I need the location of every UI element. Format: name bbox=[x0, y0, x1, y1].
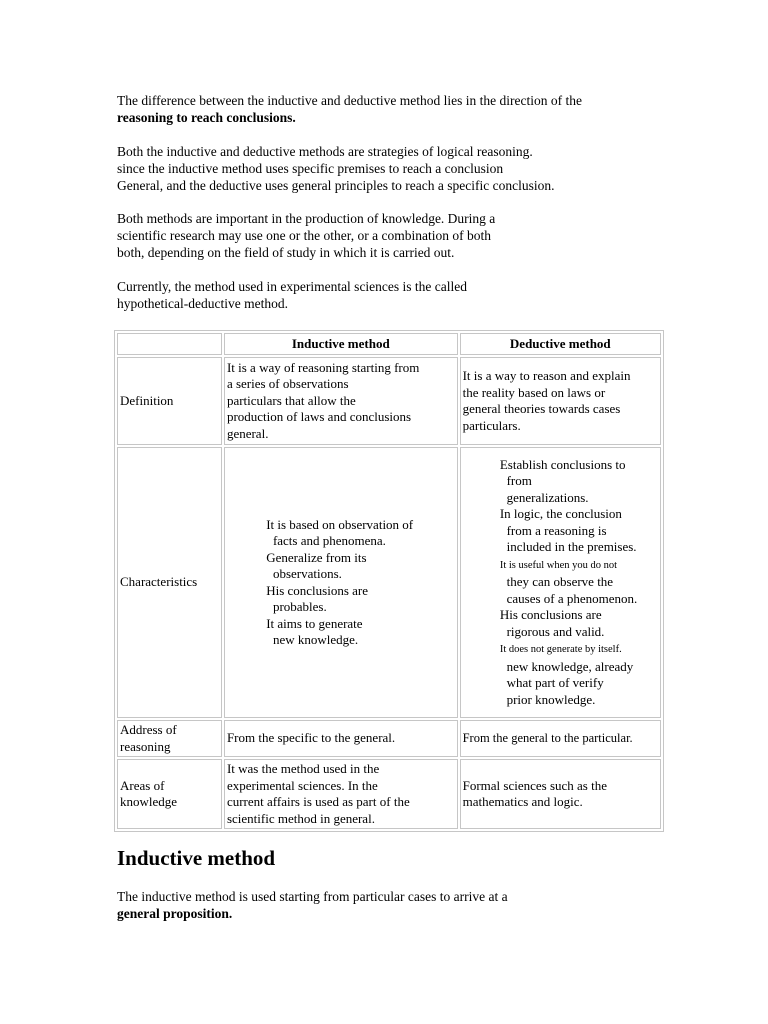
list-item bbox=[253, 517, 455, 550]
cell-areas-deductive bbox=[460, 759, 661, 829]
list-item bbox=[487, 640, 658, 708]
item-text-continued: observations. bbox=[272, 566, 342, 581]
cell-text: From the specific to the general. bbox=[226, 730, 396, 746]
intro-paragraph-4 bbox=[117, 278, 467, 312]
cell-text: From the general to the particular. bbox=[462, 731, 633, 746]
list-item bbox=[487, 607, 658, 640]
cell-line: It is a way of reasoning starting from bbox=[226, 359, 420, 375]
row-label-text: Characteristics bbox=[120, 574, 198, 590]
bold-text-line: general proposition. bbox=[117, 906, 233, 921]
item-text-continued: from bbox=[506, 473, 532, 489]
cell-line: experimental sciences. In the bbox=[226, 777, 378, 793]
deductive-characteristics-list bbox=[487, 457, 658, 709]
item-text: In logic, the conclusion bbox=[499, 506, 622, 522]
text-line: since the inductive method uses specific premises to reach a conclusion bbox=[117, 161, 504, 176]
list-item bbox=[487, 506, 658, 556]
item-text-continued: causes of a phenomenon. bbox=[506, 590, 638, 606]
cell-address-inductive bbox=[224, 720, 458, 757]
table-row-characteristics bbox=[117, 447, 661, 718]
comparison-table bbox=[114, 330, 664, 832]
row-label-text: reasoning bbox=[120, 738, 171, 754]
table-row-address bbox=[117, 720, 661, 757]
intro-paragraph-1 bbox=[117, 92, 582, 126]
row-label-definition bbox=[117, 357, 222, 445]
section-paragraph bbox=[117, 888, 508, 922]
item-text: Establish conclusions to bbox=[499, 456, 626, 472]
cell-line: general. bbox=[226, 425, 269, 441]
list-item bbox=[253, 616, 455, 649]
header-cell-deductive: Deductive method bbox=[460, 333, 661, 355]
text-line: both, depending on the field of study in which it is carried out. bbox=[117, 245, 455, 260]
text-line: Both the inductive and deductive methods are strategies of logical reasoning. bbox=[117, 144, 533, 159]
cell-line: It is a way to reason and explain bbox=[462, 368, 631, 383]
cell-line: scientific method in general. bbox=[226, 810, 375, 826]
row-label-text: Definition bbox=[120, 392, 174, 408]
header-cell-empty bbox=[117, 333, 222, 355]
cell-line: particulars. bbox=[462, 417, 521, 433]
item-text: His conclusions are bbox=[266, 582, 368, 598]
item-text: It aims to generate bbox=[266, 615, 363, 631]
text-line: General, and the deductive uses general principles to reach a specific conclusion. bbox=[117, 178, 555, 193]
cell-address-deductive bbox=[460, 720, 661, 757]
item-text-continued: what part of verify bbox=[506, 675, 604, 691]
item-text-continued: new knowledge, already bbox=[506, 658, 634, 674]
item-text-continued: from a reasoning is bbox=[506, 522, 607, 538]
row-label-areas bbox=[117, 759, 222, 829]
cell-definition-inductive bbox=[224, 357, 458, 445]
cell-line: a series of observations bbox=[226, 376, 349, 392]
text-line: Currently, the method used in experimental sciences is the called bbox=[117, 279, 468, 294]
text-line: Both methods are important in the production of knowledge. During a bbox=[117, 211, 496, 226]
item-text-continued: rigorous and valid. bbox=[506, 623, 605, 639]
item-text-continued: probables. bbox=[272, 599, 327, 614]
row-label-address bbox=[117, 720, 222, 757]
cell-line: general theories towards cases bbox=[462, 401, 621, 416]
cell-line: the reality based on laws or bbox=[462, 384, 606, 400]
cell-characteristics-deductive bbox=[460, 447, 661, 718]
text-line: hypothetical-deductive method. bbox=[117, 296, 288, 311]
section-heading: Inductive method bbox=[117, 846, 276, 870]
list-item bbox=[253, 550, 455, 583]
row-label-text: knowledge bbox=[120, 794, 178, 809]
cell-line: Formal sciences such as the bbox=[462, 777, 607, 793]
row-label-text: Address of bbox=[120, 722, 177, 737]
item-text: It is useful when you do not bbox=[499, 559, 618, 571]
header-cell-inductive: Inductive method bbox=[224, 333, 458, 355]
item-text-continued: they can observe the bbox=[506, 574, 614, 590]
table-header-row bbox=[117, 333, 661, 355]
cell-areas-inductive bbox=[224, 759, 458, 829]
inductive-characteristics-list bbox=[253, 517, 455, 649]
item-text-continued: facts and phenomena. bbox=[272, 533, 386, 548]
intro-paragraph-3 bbox=[117, 210, 495, 261]
bold-text-line: reasoning to reach conclusions. bbox=[117, 110, 296, 125]
item-text-continued: generalizations. bbox=[506, 489, 589, 505]
item-text: It does not generate by itself. bbox=[499, 644, 622, 656]
cell-characteristics-inductive bbox=[224, 447, 458, 718]
item-text: It is based on observation of bbox=[266, 516, 414, 532]
item-text-continued: included in the premises. bbox=[506, 539, 637, 555]
text-line: scientific research may use one or the other, or a combination of both bbox=[117, 228, 491, 243]
cell-definition-deductive bbox=[460, 357, 661, 445]
row-label-text: Areas of bbox=[120, 777, 165, 793]
item-text-continued: prior knowledge. bbox=[506, 691, 596, 707]
text-line: The difference between the inductive and deductive method lies in the direction of the bbox=[117, 93, 582, 108]
list-item bbox=[487, 457, 658, 507]
list-item bbox=[487, 556, 658, 608]
table-row-definition bbox=[117, 357, 661, 445]
cell-line: particulars that allow the bbox=[226, 392, 356, 408]
item-text: His conclusions are bbox=[499, 607, 602, 623]
cell-line: mathematics and logic. bbox=[462, 794, 583, 809]
list-item bbox=[253, 583, 455, 616]
item-text-continued: new knowledge. bbox=[272, 632, 359, 647]
intro-paragraph-2 bbox=[117, 143, 554, 194]
table-row-areas bbox=[117, 759, 661, 829]
cell-line: current affairs is used as part of the bbox=[226, 794, 410, 809]
text-line: The inductive method is used starting from particular cases to arrive at a bbox=[117, 889, 508, 904]
item-text: Generalize from its bbox=[266, 549, 367, 565]
cell-line: production of laws and conclusions bbox=[226, 409, 412, 425]
cell-line: It was the method used in the bbox=[226, 761, 380, 776]
row-label-characteristics bbox=[117, 447, 222, 718]
